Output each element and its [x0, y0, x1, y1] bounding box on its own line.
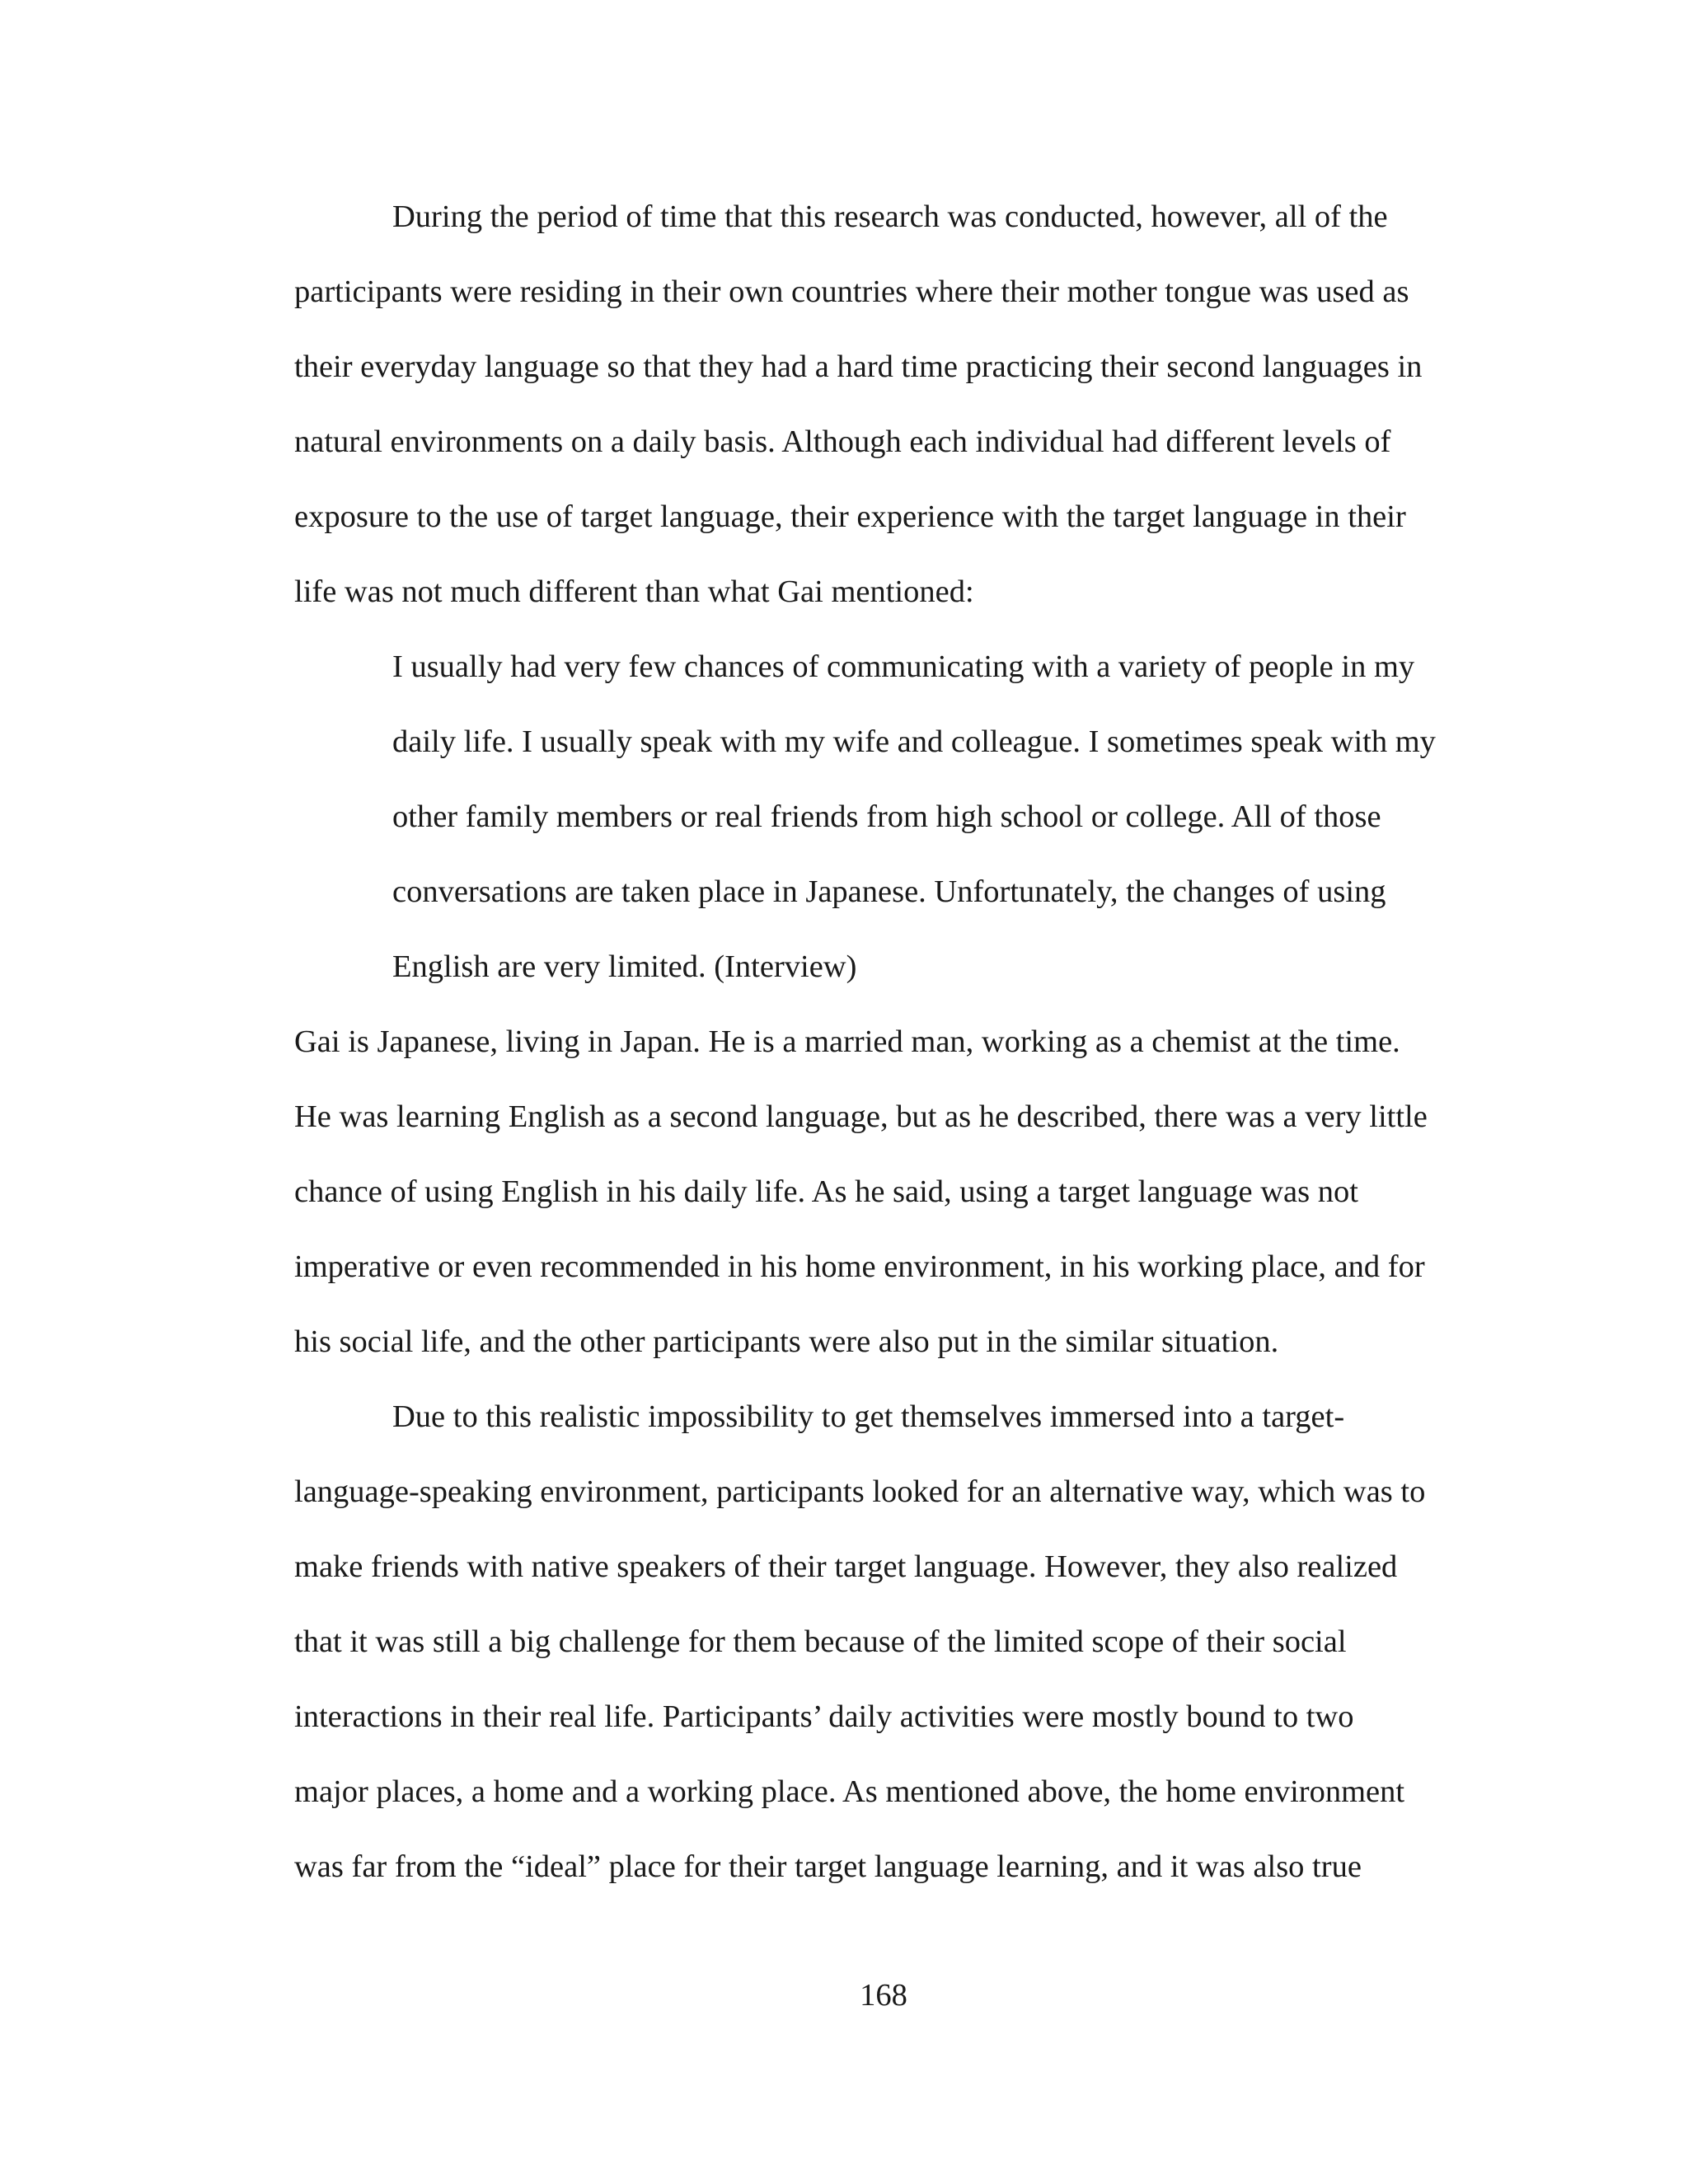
text-line: language-speaking environment, participants looked for an alternative way, which was to	[294, 1474, 1426, 1509]
text-line: make friends with native speakers of their target language. However, they also realized	[294, 1549, 1398, 1584]
quote-line: I usually had very few chances of communicating with a variety of people in my	[392, 649, 1415, 684]
text-line: exposure to the use of target language, their experience with the target language in their	[294, 499, 1406, 534]
text-line: chance of using English in his daily life. As he said, using a target language was not	[294, 1174, 1358, 1209]
quote-line: conversations are taken place in Japanese. Unfortunately, the changes of using	[392, 874, 1386, 909]
text-line: interactions in their real life. Participants’ daily activities were mostly bound to two	[294, 1699, 1354, 1734]
text-line: He was learning English as a second language, but as he described, there was a very little	[294, 1099, 1428, 1134]
text-line: During the period of time that this research was conducted, however, all of the	[392, 199, 1388, 234]
text-line: life was not much different than what Gai mentioned:	[294, 574, 974, 609]
text-line: Gai is Japanese, living in Japan. He is a married man, working as a chemist at the time.	[294, 1024, 1400, 1059]
quote-line: other family members or real friends from high school or college. All of those	[392, 799, 1381, 834]
quote-line: daily life. I usually speak with my wife and colleague. I sometimes speak with my	[392, 724, 1436, 759]
text-line: was far from the “ideal” place for their target language learning, and it was also true	[294, 1849, 1362, 1884]
text-line: participants were residing in their own countries where their mother tongue was used as	[294, 274, 1409, 309]
text-line: natural environments on a daily basis. Although each individual had different levels of	[294, 424, 1391, 459]
text-line: his social life, and the other participants were also put in the similar situation.	[294, 1324, 1279, 1359]
text-line: that it was still a big challenge for them because of the limited scope of their social	[294, 1624, 1347, 1659]
text-line: major places, a home and a working place. As mentioned above, the home environment	[294, 1774, 1405, 1809]
quote-line: English are very limited. (Interview)	[392, 949, 857, 984]
text-line: imperative or even recommended in his home environment, in his working place, and for	[294, 1249, 1425, 1284]
text-line: Due to this realistic impossibility to get themselves immersed into a target-	[392, 1399, 1345, 1434]
text-line: their everyday language so that they had a hard time practicing their second languages in	[294, 349, 1423, 384]
page-number: 168	[860, 1978, 907, 2013]
